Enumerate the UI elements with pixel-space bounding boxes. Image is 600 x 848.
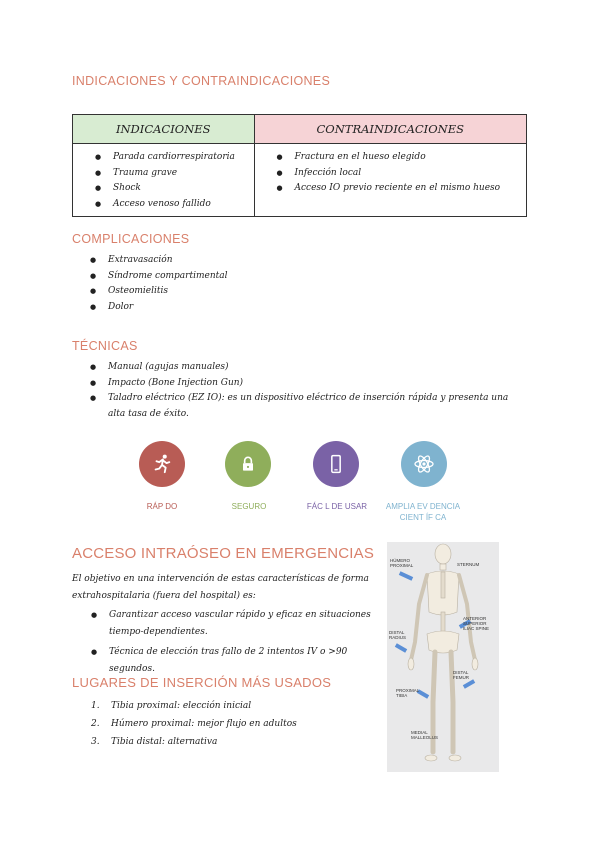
skeleton-label-iliac: ANTERIOR SUPERIOR ILIAC SPINE [463, 616, 490, 631]
list-item: 3. Tibia distal: alternativa [91, 737, 218, 747]
indications-cell [73, 144, 255, 217]
tecnicas-list [88, 360, 528, 422]
acceso-list [89, 607, 379, 678]
complicaciones-list [88, 253, 227, 315]
padlock-icon [238, 454, 258, 474]
list-item: ● Técnica de elección tras fallo de 2 intentos IV o >90 segundos. [89, 644, 379, 678]
list-item: ● Osteomielitis [88, 284, 227, 300]
skeleton-label-femur: DISTAL FEMUR [453, 670, 469, 680]
indications-header: INDICACIONES [73, 115, 255, 144]
feature-label-rapido: RÁP DO [146, 502, 178, 511]
list-item: ● Acceso IO previo reciente en el mismo hueso [275, 181, 523, 197]
list-item: ● Manual (agujas manuales) [88, 360, 528, 376]
lugares-list [91, 697, 297, 751]
indications-table [72, 114, 527, 217]
section-title-complicaciones: COMPLICACIONES [72, 232, 190, 246]
list-item: 2. Húmero proximal: mejor flujo en adultos [91, 719, 297, 729]
list-item: ● Garantizar acceso vascular rápido y eficaz en situaciones tiempo-dependientes. [89, 607, 379, 641]
list-item: ● Trauma grave [93, 166, 250, 182]
section-title-lugares: LUGARES DE INSERCIÓN MÁS USADOS [72, 675, 332, 690]
skeleton-illustration [387, 542, 499, 772]
list-item: 1. Tibia proximal: elección inicial [91, 701, 252, 711]
skeleton-label-humero: HÚMERO PROXIMAL [390, 558, 414, 568]
feature-evidencia-badge [401, 441, 447, 487]
feature-seguro-badge [225, 441, 271, 487]
atom-icon [412, 452, 436, 476]
skeleton-label-sternum: STERNUM [457, 562, 480, 567]
list-item: ● Infección local [275, 166, 523, 182]
list-item: ● Síndrome compartimental [88, 269, 227, 285]
acceso-intro: El objetivo en una intervención de estas características de forma extrahospitalaria (fuera del hospital) es: [72, 574, 369, 601]
section-title-acceso: ACCESO INTRAÓSEO EN EMERGENCIAS [72, 545, 375, 562]
contraindications-cell [254, 144, 527, 217]
list-item: ● Acceso venoso fallido [93, 197, 250, 213]
feature-facil-badge [313, 441, 359, 487]
skeleton-label-malleolus: MEDIAL MALLEOLUS [411, 730, 439, 740]
feature-label-evidencia: AMPLIA EV DENCIA CIENT ÍF CA [385, 502, 461, 522]
section-title-tecnicas: TÉCNICAS [72, 339, 138, 353]
feature-label-facil: FÁC L DE USAR [306, 502, 368, 511]
skeleton-label-radius: DISTAL RADIUS [389, 630, 407, 640]
section-title-indicaciones: INDICACIONES Y CONTRAINDICACIONES [72, 74, 331, 88]
list-item: ● Impacto (Bone Injection Gun) [88, 376, 528, 392]
list-item: ● Shock [93, 181, 250, 197]
list-item: ● Dolor [88, 300, 227, 316]
running-person-icon [151, 453, 173, 475]
skeleton-label-tibia: PROXIMAL TIBIA [396, 688, 420, 698]
skeleton-figure [387, 542, 499, 772]
smartphone-icon [326, 453, 346, 475]
list-item: ● Taladro eléctrico (EZ IO): es un dispositivo eléctrico de inserción rápida y presenta una alta tasa de éxito. [88, 391, 528, 422]
list-item: ● Extravasación [88, 253, 227, 269]
contraindications-header: CONTRAINDICACIONES [254, 115, 527, 144]
list-item: ● Fractura en el hueso elegido [275, 150, 523, 166]
list-item: ● Parada cardiorrespiratoria [93, 150, 250, 166]
feature-rapido-badge [139, 441, 185, 487]
feature-label-seguro: SEGURO [231, 502, 267, 511]
